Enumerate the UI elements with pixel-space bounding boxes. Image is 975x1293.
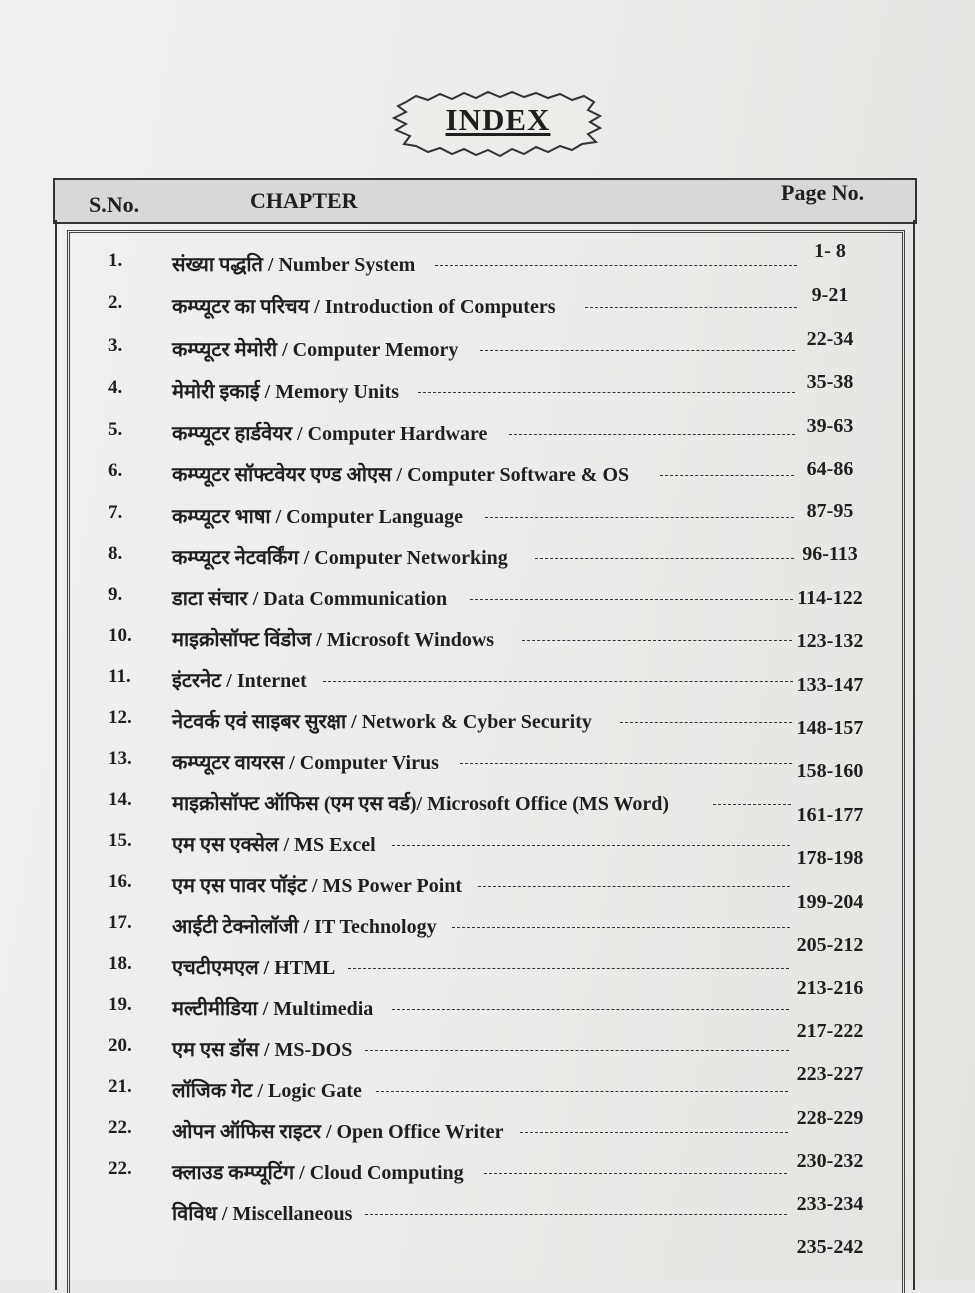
row-page: 1- 8 xyxy=(814,240,846,262)
leader-dots xyxy=(452,927,790,928)
list-item xyxy=(0,625,975,655)
row-chapter: ओपन ऑफिस राइटर / Open Office Writer xyxy=(172,1121,504,1143)
leader-dots xyxy=(520,1132,788,1133)
row-chapter: कम्प्यूटर भाषा / Computer Language xyxy=(172,506,464,528)
row-sno: 14. xyxy=(108,789,132,810)
row-sno: 13. xyxy=(108,748,132,769)
row-chapter: डाटा संचार / Data Communication xyxy=(172,588,448,610)
row-page: 64-86 xyxy=(806,458,854,480)
leader-dots xyxy=(478,886,790,887)
list-item xyxy=(0,328,975,365)
row-sno: 3. xyxy=(108,335,123,356)
list-item xyxy=(0,543,975,573)
row-chapter: विविध / Miscellaneous xyxy=(172,1203,353,1225)
row-chapter: कम्प्यूटर वायरस / Computer Virus xyxy=(172,752,439,774)
list-item xyxy=(0,789,975,826)
leader-dots xyxy=(365,1050,789,1051)
list-item xyxy=(0,871,975,913)
row-chapter: कम्प्यूटर नेटवर्किंग / Computer Networking xyxy=(172,547,508,569)
leader-dots xyxy=(660,475,794,476)
row-page: 205-212 xyxy=(796,934,864,956)
row-page: 123-132 xyxy=(796,630,864,652)
row-page: 9-21 xyxy=(811,284,849,306)
list-item xyxy=(0,415,975,449)
list-item xyxy=(0,830,975,869)
leader-dots xyxy=(460,763,792,764)
row-sno: 4. xyxy=(108,377,123,398)
row-page: 148-157 xyxy=(796,717,864,739)
list-item xyxy=(0,240,975,280)
row-sno: 17. xyxy=(108,912,132,933)
row-page: 133-147 xyxy=(796,674,864,696)
leader-dots xyxy=(480,350,795,351)
row-chapter: कम्प्यूटर का परिचय / Introduction of Computers xyxy=(172,296,556,318)
row-sno: 21. xyxy=(108,1076,132,1097)
list-item xyxy=(0,994,975,1042)
list-item xyxy=(0,953,975,999)
row-page: 114-122 xyxy=(797,587,863,609)
leader-dots xyxy=(435,265,797,266)
row-chapter: एचटीएमएल / HTML xyxy=(172,957,336,979)
leader-dots xyxy=(485,517,794,518)
row-chapter: एम एस पावर पॉइंट / MS Power Point xyxy=(172,875,463,897)
row-sno: 20. xyxy=(108,1035,132,1056)
row-page: 161-177 xyxy=(796,804,864,826)
leader-dots xyxy=(376,1091,788,1092)
row-page: 96-113 xyxy=(802,543,858,565)
row-page: 223-227 xyxy=(796,1063,864,1085)
row-chapter: कम्प्यूटर हार्डवेयर / Computer Hardware xyxy=(172,423,488,445)
row-sno: 12. xyxy=(108,707,132,728)
row-chapter: माइक्रोसॉफ्ट विंडोज / Microsoft Windows xyxy=(172,629,495,651)
leader-dots xyxy=(522,640,792,641)
row-sno: 11. xyxy=(108,666,131,687)
row-page: 228-229 xyxy=(796,1107,864,1129)
leader-dots xyxy=(392,1009,789,1010)
row-sno: 7. xyxy=(108,502,123,523)
row-sno: 15. xyxy=(108,830,132,851)
list-item xyxy=(0,1035,975,1085)
list-item xyxy=(0,284,975,322)
row-sno: 6. xyxy=(108,460,123,481)
list-item xyxy=(0,748,975,782)
leader-dots xyxy=(535,558,794,559)
header-chapter: CHAPTER xyxy=(250,188,358,213)
row-chapter: नेटवर्क एवं साइबर सुरक्षा / Network & Cyber Security xyxy=(172,711,592,733)
row-sno: 16. xyxy=(108,871,132,892)
row-page: 35-38 xyxy=(806,371,854,393)
leader-dots xyxy=(470,599,793,600)
row-page: 178-198 xyxy=(796,847,864,869)
row-chapter: लॉजिक गेट / Logic Gate xyxy=(172,1080,362,1102)
row-page: 158-160 xyxy=(796,760,864,782)
row-sno: 1. xyxy=(108,250,123,271)
leader-dots xyxy=(585,307,797,308)
row-chapter: मल्टीमीडिया / Multimedia xyxy=(172,998,374,1020)
page-title: INDEX xyxy=(445,102,551,137)
row-chapter: मेमोरी इकाई / Memory Units xyxy=(172,381,400,403)
row-chapter: इंटरनेट / Internet xyxy=(172,670,307,692)
list-item xyxy=(0,371,975,407)
leader-dots xyxy=(418,392,795,393)
index-title-badge xyxy=(388,88,608,160)
list-item xyxy=(0,707,975,737)
list-item xyxy=(0,1076,975,1129)
row-page: 230-232 xyxy=(796,1150,864,1172)
row-chapter: आईटी टेक्नोलॉजी / IT Technology xyxy=(172,916,437,938)
list-item xyxy=(0,502,975,532)
leader-dots xyxy=(348,968,789,969)
row-chapter: कम्प्यूटर मेमोरी / Computer Memory xyxy=(172,339,459,361)
row-chapter: एम एस डॉस / MS-DOS xyxy=(172,1039,353,1061)
leader-dots xyxy=(484,1173,787,1174)
list-item xyxy=(0,1199,975,1258)
row-chapter: कम्प्यूटर सॉफ्टवेयर एण्ड ओएस / Computer Software & OS xyxy=(172,464,630,486)
list-item xyxy=(0,666,975,696)
list-item xyxy=(0,584,975,614)
row-page: 235-242 xyxy=(796,1236,864,1258)
row-sno: 22. xyxy=(108,1117,132,1138)
leader-dots xyxy=(620,722,792,723)
row-chapter: एम एस एक्सेल / MS Excel xyxy=(172,834,376,856)
row-sno: 10. xyxy=(108,625,132,646)
header-sno: S.No. xyxy=(89,192,140,217)
row-page: 22-34 xyxy=(806,328,854,350)
row-page: 87-95 xyxy=(806,500,854,522)
row-page: 233-234 xyxy=(796,1193,864,1215)
row-sno: 18. xyxy=(108,953,132,974)
row-sno: 19. xyxy=(108,994,132,1015)
row-page: 199-204 xyxy=(796,891,864,913)
leader-dots xyxy=(323,681,793,682)
list-item xyxy=(0,1117,975,1172)
list-item xyxy=(0,460,975,490)
leader-dots xyxy=(509,434,795,435)
leader-dots xyxy=(365,1214,787,1215)
row-page: 213-216 xyxy=(796,977,864,999)
row-chapter: क्लाउड कम्प्यूटिंग / Cloud Computing xyxy=(172,1162,464,1184)
row-sno: 2. xyxy=(108,292,123,313)
row-chapter: माइक्रोसॉफ्ट ऑफिस (एम एस वर्ड)/ Microsoft Office (MS Word) xyxy=(172,793,670,815)
row-page: 217-222 xyxy=(796,1020,864,1042)
table-header xyxy=(53,178,917,224)
row-sno: 5. xyxy=(108,419,123,440)
row-sno: 8. xyxy=(108,543,123,564)
row-sno: 22. xyxy=(108,1158,132,1179)
leader-dots xyxy=(392,845,790,846)
row-page: 39-63 xyxy=(806,415,854,437)
header-page-no: Page No. xyxy=(781,180,865,205)
row-sno: 9. xyxy=(108,584,123,605)
row-chapter: संख्या पद्धति / Number System xyxy=(172,254,416,276)
list-item xyxy=(0,912,975,956)
